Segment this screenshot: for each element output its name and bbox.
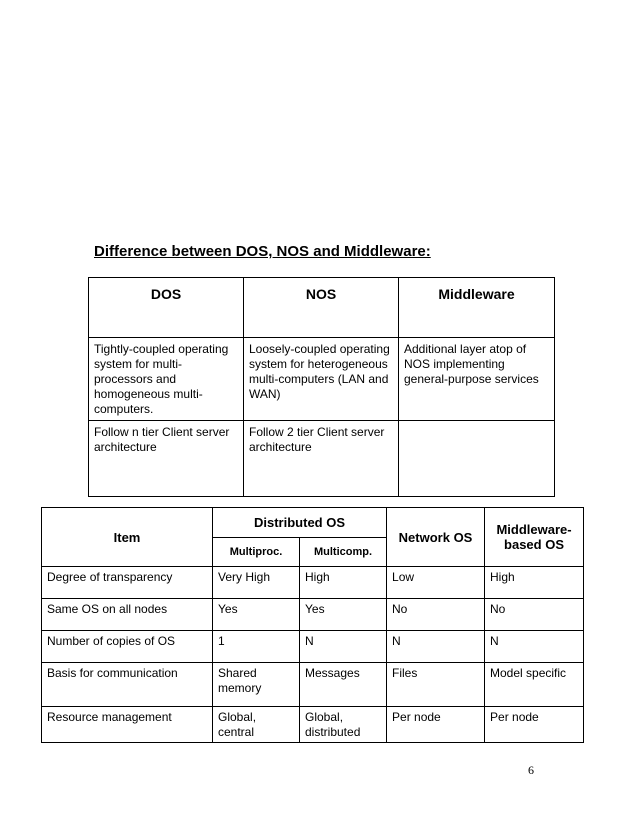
- table-cell: Messages: [300, 663, 387, 707]
- table-cell: High: [485, 567, 584, 599]
- table-cell: Per node: [387, 707, 485, 743]
- table-cell: Basis for communication: [42, 663, 213, 707]
- column-header-multiproc: Multiproc.: [213, 538, 300, 567]
- column-header-multicomp: Multicomp.: [300, 538, 387, 567]
- table-cell: 1: [213, 631, 300, 663]
- table-cell: Follow n tier Client server architecture: [89, 421, 244, 497]
- table-cell: Yes: [213, 599, 300, 631]
- column-header-middleware: Middleware: [399, 278, 555, 338]
- column-header-network-os: Network OS: [387, 508, 485, 567]
- column-header-middleware-os: Middleware-based OS: [485, 508, 584, 567]
- column-header-item: Item: [42, 508, 213, 567]
- table-cell: Per node: [485, 707, 584, 743]
- table-row: [42, 599, 584, 631]
- table-row: [89, 338, 555, 421]
- table-cell: Tightly-coupled operating system for multi-processors and homogeneous multi-computers.: [89, 338, 244, 421]
- table-cell: Yes: [300, 599, 387, 631]
- table-cell: Additional layer atop of NOS implementing general-purpose services: [399, 338, 555, 421]
- page-number: 6: [528, 763, 534, 777]
- table-cell: Loosely-coupled operating system for heterogeneous multi-computers (LAN and WAN): [244, 338, 399, 421]
- table-cell: [399, 421, 555, 497]
- table-cell: N: [485, 631, 584, 663]
- table-cell: Resource management: [42, 707, 213, 743]
- table-cell: Model specific: [485, 663, 584, 707]
- table-row: [42, 631, 584, 663]
- section-heading: Difference between DOS, NOS and Middleware:: [94, 243, 431, 260]
- table-header-row: [42, 508, 584, 538]
- table-cell: Global, central: [213, 707, 300, 743]
- table-cell: Number of copies of OS: [42, 631, 213, 663]
- table-cell: Degree of transparency: [42, 567, 213, 599]
- table-header-row: [89, 278, 555, 338]
- table-cell: Same OS on all nodes: [42, 599, 213, 631]
- table-cell: Global, distributed: [300, 707, 387, 743]
- table-row: [42, 663, 584, 707]
- table-row: [42, 707, 584, 743]
- table-cell: Very High: [213, 567, 300, 599]
- table-cell: Shared memory: [213, 663, 300, 707]
- table-cell: Files: [387, 663, 485, 707]
- column-header-dos: DOS: [89, 278, 244, 338]
- table-cell: No: [387, 599, 485, 631]
- column-header-distributed-os: Distributed OS: [213, 508, 387, 538]
- table-cell: N: [300, 631, 387, 663]
- dos-nos-middleware-table: [88, 277, 555, 497]
- table-cell: High: [300, 567, 387, 599]
- table-row: [89, 421, 555, 497]
- table-cell: No: [485, 599, 584, 631]
- table-cell: Follow 2 tier Client server architecture: [244, 421, 399, 497]
- table-cell: Low: [387, 567, 485, 599]
- column-header-nos: NOS: [244, 278, 399, 338]
- table-row: [42, 567, 584, 599]
- os-comparison-table: [41, 507, 584, 743]
- table-cell: N: [387, 631, 485, 663]
